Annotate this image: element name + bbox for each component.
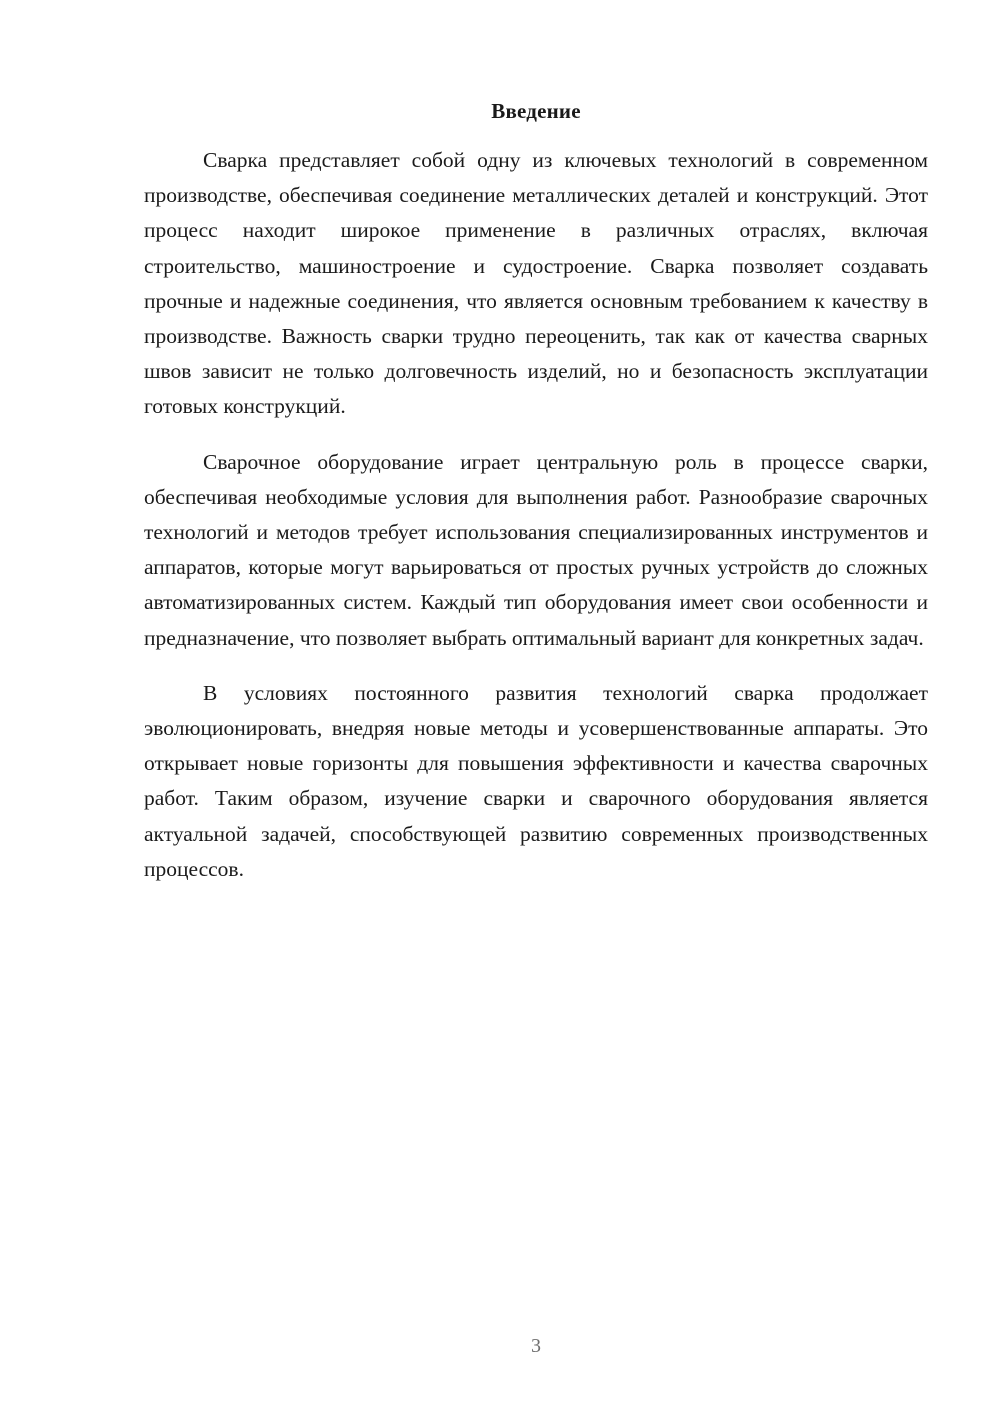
paragraph-2: Сварочное оборудование играет центральную роль в процессе сварки, обеспечивая необходимые условия для выполнения работ. Разнообразие сварочных технологий и методов требует использования специализированных инструментов и аппаратов, которые могут варьироваться от простых ручных устройств до сложных автоматизированных систем. Каждый тип оборудования имеет свои особенности и предназначение, что позволяет выбрать оптимальный вариант для конкретных задач.: [144, 449, 928, 650]
page-number: 3: [531, 1335, 541, 1357]
body-text: [144, 143, 928, 907]
page-title: Введение: [491, 99, 581, 123]
paragraph-3: В условиях постоянного развития технологий сварка продолжает эволюционировать, внедряя новые методы и усовершенствованные аппараты. Это открывает новые горизонты для повышения эффективности и качества сварочных работ. Таким образом, изучение сварки и сварочного оборудования является актуальной задачей, способствующей развитию современных производственных процессов.: [144, 680, 928, 881]
paragraph-1: Сварка представляет собой одну из ключевых технологий в современном производстве, обеспечивая соединение металлических деталей и конструкций. Этот процесс находит широкое применение в различных отраслях, включая строительство, машиностроение и судостроение. Сварка позволяет создавать прочные и надежные соединения, что является основным требованием к качеству в производстве. Важность сварки трудно переоценить, так как от качества сварных швов зависит не только долговечность изделий, но и безопасность эксплуатации готовых конструкций.: [144, 148, 928, 419]
